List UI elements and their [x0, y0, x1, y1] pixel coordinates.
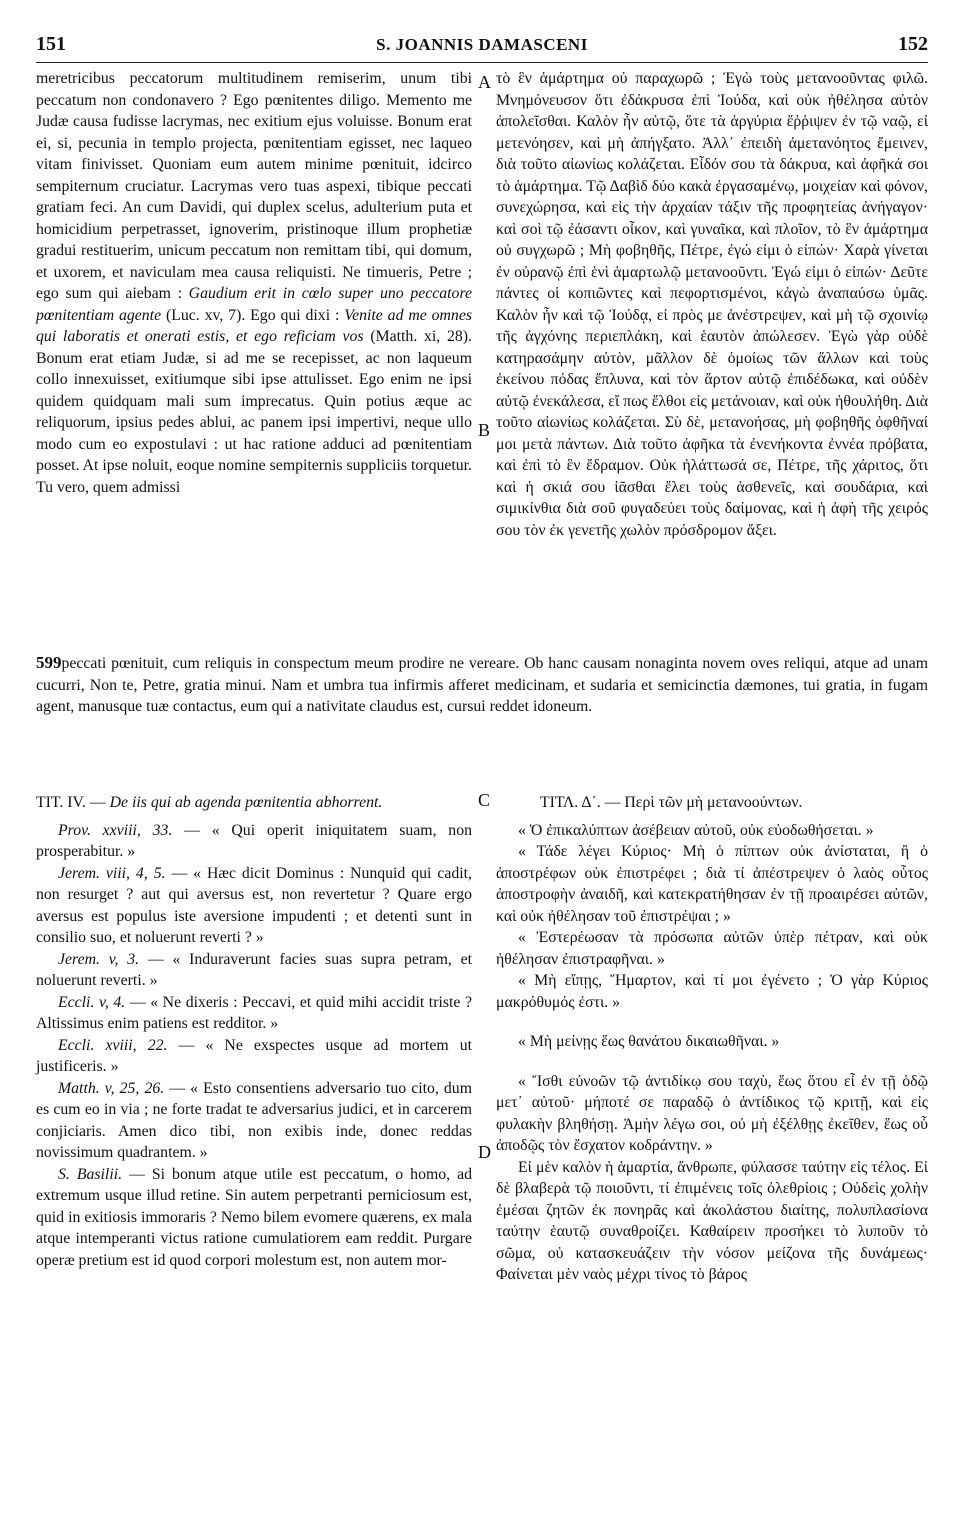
latin-item-ref: Eccli. xviii, 22.	[58, 1036, 168, 1054]
greek-item: « Ὁ ἐπικαλύπτων ἀσέβειαν αὐτοῦ, οὐκ εὐοδωθήσεται. »	[518, 821, 874, 839]
column-number: 599	[36, 653, 62, 672]
margin-letter-a: A	[478, 72, 491, 92]
latin-item-text: — « Qui operit iniquitatem suam, non prosperabitur. »	[36, 821, 472, 860]
latin-item-text: — « Induraverunt facies suas supra petram, et noluerunt reverti. »	[36, 950, 472, 989]
latin-item	[36, 1164, 472, 1272]
greek-item: « Μὴ εἴπῃς, Ἥμαρτον, καὶ τί μοι ἐγένετο ; Ὁ γὰρ Κύριος μακρόθυμός ἐστι. »	[496, 972, 928, 1011]
greek-paragraph: τὸ ἓν ἁμάρτημα οὐ παραχωρῶ ; Ἐγὼ τοὺς μετανοοῦντας φιλῶ. Μνημόνευσον ὅτι ἐδάκρυσα ἐπὶ Ἰούδα, καὶ οὐκ ἠθέλησα αὐτὸν ἀπολεῖσθαι. Καλὸν ἦν αὐτῷ, ὅτε τὰ ἀργύρια ἔῤῥιψεν ἐν τῷ ναῷ, εἰ μετενόησεν, καὶ μὴ ἀπήγξατο. Ἀλλ᾽ ἐπειδὴ ἀμετανόητος ἔμεινεν, διὰ τοῦτο αἰωνίως κολάζεται. Εἶδόν σου τὰ δάκρυα, καὶ ἀφῆκά σοι τὸ ἁμάρτημα. Τῷ Δαβὶδ δύο κακὰ ἐργασαμένῳ, μοιχείαν καὶ φόνον, συνεχώρησα, καὶ εἰς τὴν ἀρχαίαν τάξιν τῆς προφητείας ἀνήγαγον· καὶ σοὶ τῷ ἐάσαντι οἶκον, καὶ γυναῖκα, καὶ πλοῖον, τὸ ἓν ἁμάρτημα οὐ συγχωρῶ ; Μὴ φοβηθῆς, Πέτρε, ἐγώ εἰμι ὁ εἰπών· Χαρὰ γίνεται ἐν οὐρανῷ ἐπὶ ἑνὶ ἁμαρτωλῷ μετανοοῦντι. Ἐγώ εἰμι ὁ εἰπών· Δεῦτε πάντες οἱ κοπιῶντες καὶ πεφορτισμένοι, κἀγὼ ἀναπαύσω ὑμᾶς. Καλὸν ἦν καὶ τῷ Ἰούδᾳ, εἰ πρὸς με ἀνέστρεψεν, καὶ μὴ τῷ σχοινίῳ τῆς ἀγχόνης περιεπλάκη, καὶ ἑαυτὸν ἀπώλεσεν. Ἐγὼ γὰρ οὐδὲ κατηρασάμην αὐτὸν, μᾶλλον δὲ ὁμοίως τῶν ἄλλων καὶ τοὺς ἐκείνου πόδας ἔπλυνα, καὶ τὸν ἄρτον αὐτῷ ἐπιδέδωκα, καὶ οὐδὲν αὐτῷ ἐνεκάλεσα, εἴ πως ἔλθοι εἰς μετάνοιαν, καὶ οὐκ ἠθουλήθη. Διὰ τοῦτο αἰωνίως κολάζεται. Σὺ δὲ, μετανοήσας, μὴ φοβηθῆς ὀφθῆναί μοι μετὰ πάντων. Διὰ τοῦτο ἀφῆκα τὰ ἐνενήκοντα ἐννέα πρόβατα, καὶ ἐπὶ τὸ ἓν ἔδραμον. Οὐκ ἠλάττωσά σε, Πέτρε, τῆς χάριτος, ὅτι καὶ ἡ σκιά σου ἰᾶσθαι ἔλει τοὺς ἀσθενεῖς, καὶ σουδάρια, καὶ σιμικίνθια διὰ σοῦ φυγαδεύει τοὺς δαίμονας, καὶ ἡ ἀφὴ τῆς χειρός σου τὸν ἐκ γενετῆς χωλὸν πρόσδρομον ἄξει.	[496, 70, 928, 539]
greek-column-upper	[496, 68, 928, 541]
latin-item	[36, 992, 472, 1035]
latin-item	[36, 820, 472, 863]
latin-item-ref: Jerem. v, 3.	[58, 950, 140, 968]
latin-item-ref: Matth. v, 25, 26.	[58, 1079, 165, 1097]
latin-continuation-text	[36, 652, 928, 718]
latin-item	[36, 863, 472, 949]
latin-text: meretricibus peccatorum multitudinem remiserim, unum tibi peccatum non condonavero ? Ego pœnitentes diligo. Memento me Judæ causa fudisse lacrymas, nec exitium ejus voluisse. Bonum erat ei, si, pecunia in templo projecta, pœnitentiam egisset, nec laqueo vitam finivisset. Quoniam eum autem minime pœnituit, idcirco sempiternum cruciatur. Lacrymas vero tuas aspexi, tibique peccati gratiam feci. An cum Davidi, qui duplex scelus, adulterium puta et homicidium perpetrasset, ignoverim, pristinoque illum prophetiæ gradui restituerim, unicum peccatum non remittam tibi, qui domum, et uxorem, et naviculam mea causa reliquisti. Ne timueris, Petre ; ego sum qui aiebam :	[36, 70, 472, 302]
greek-item: « Ἴσθι εὐνοῶν τῷ ἀντιδίκῳ σου ταχὺ, ἕως ὅτου εἶ ἐν τῇ ὁδῷ μετ᾽ αὐτοῦ· μήποτέ σε παραδῷ ὁ ἀντίδικος τῷ κριτῇ, καὶ εἰς φυλακὴν βληθήσῃ. Ἀμὴν λέγω σοι, οὐ μὴ ἐξέλθῃς ἐκεῖθεν, ἕως οὗ ἀποδῷς τὸν ἔσχατον κοδράντην. »	[496, 1072, 928, 1154]
latin-item-text: — « Ne dixeris : Peccavi, et quid mihi accidit triste ? Altissimus enim patiens est redditor. »	[36, 993, 472, 1032]
margin-letter-b: B	[478, 420, 491, 440]
greek-item: « Ἐστερέωσαν τὰ πρόσωπα αὐτῶν ὑπὲρ πέτραν, καὶ οὐκ ἠθέλησαν ἐπιστραφῆναι. »	[496, 929, 928, 968]
page-header	[36, 33, 928, 59]
latin-end: peccati pœnituit, cum reliquis in conspectum meum prodire ne vereare. Ob hanc causam nonaginta novem oves reliqui, atque ad unam cucurri, Non te, Petre, gratia minui. Nam et umbra tua infirmis afferet medicinam, et sudaria et semicinctia dæmones, tui gratia, in fugam agent, manusque tuæ contactus, eum qui a nativitate claudus est, cursui reddet idoneum.	[36, 655, 928, 715]
greek-item: Εἰ μὲν καλὸν ἡ ἁμαρτία, ἄνθρωπε, φύλασσε ταύτην εἰς τέλος. Εἰ δὲ βλαβερὰ τῷ ποιοῦντι, τί ἐπιμένεις τοῖς ὀλεθρίοις ; Οὐδεὶς χολὴν ἐμέσαι ζητῶν ἐκ πονηρᾶς καὶ ἀκολάστου διαίτης, πολυπλασίονα ταύτην ἑαυτῷ συναθροίζει. Καθαίρειν προσήκει τὸ λυποῦν τὸ σῶμα, οὐ κατασκευάζειν τὴν νόσον μείζονα τῆς δυνάμεως· Φαίνεται μὲν ναὸς μέχρι τίνος τὸ βάρος	[496, 1158, 928, 1283]
latin-quote-2: Venite ad me omnes qui laboratis et onerati estis, et ego reficiam vos	[36, 306, 472, 345]
latin-item-text: — « Hæc dicit Dominus : Nunquid qui cadit, non resurget ? aut qui aversus est, non revertetur ? Quare ergo aversus est populus iste aversione impudenti ; et detenti sunt in consilio suo, et noluerunt reverti ? »	[36, 864, 473, 946]
section-title-latin	[36, 792, 472, 814]
greek-section-titl-d	[496, 792, 928, 1286]
latin-column-upper	[36, 68, 472, 498]
latin-item-ref: S. Basilii.	[58, 1165, 123, 1183]
margin-letter-d: D	[478, 1142, 491, 1162]
page-number-left: 151	[36, 33, 66, 55]
latin-item-ref: Prov. xxviii, 33.	[58, 821, 173, 839]
running-head: S. JOANNIS DAMASCENI	[376, 35, 588, 54]
section-title-latin-text: De iis qui ab agenda pœnitentia abhorrent.	[109, 794, 383, 811]
latin-section-tit-iv	[36, 792, 472, 1271]
margin-letter-c: C	[478, 790, 491, 810]
latin-quote-1: Gaudium erit in cœlo super uno peccatore pœnitentiam agente	[36, 285, 473, 324]
latin-paragraph	[36, 68, 472, 498]
latin-item-text: — « Ne exspectes usque ad mortem ut justificeris. »	[36, 1036, 472, 1075]
latin-ref-1: (Luc. xv, 7). Ego qui dixi :	[165, 306, 340, 324]
section-title-latin-num: TIT. IV. —	[36, 794, 106, 811]
latin-item	[36, 1035, 472, 1078]
latin-item-ref: Jerem. viii, 4, 5.	[58, 864, 166, 882]
latin-item-text: — Si bonum atque utile est peccatum, o homo, ad extremum usque illud retine. Sin autem perpetranti perniciosum est, quid in exitiosis immoraris ? Nemo bilem evomere quærens, ex mala atque intemperanti victus ratione cumulatiorem eam reddit. Purgare operæ pretium est id quod corpori molestum est, non autem mor-	[36, 1165, 473, 1269]
latin-item-ref: Eccli. v, 4.	[58, 993, 126, 1011]
greek-item: « Τάδε λέγει Κύριος· Μὴ ὁ πίπτων οὐκ ἀνίσταται, ἢ ὁ ἀποστρέφων οὐκ ἐπιστρέφει ; διὰ τί ἀπέστρεψεν ὁ λαὸς οὗτος ἀποστροφὴν ἀναιδῆ, καὶ κατεκρατήθησαν ἐν τῇ προαιρέσει αὐτῶν, καὶ οὐκ ἠθέλησαν τοῦ ἐπιστρέψαι ; »	[496, 843, 928, 925]
greek-item: « Μὴ μείνῃς ἕως θανάτου δικαιωθῆναι. »	[518, 1033, 780, 1050]
header-rule	[36, 62, 928, 63]
latin-continuation	[36, 652, 928, 718]
section-title-greek: ΤΙΤΛ. Δ΄. — Περὶ τῶν μὴ μετανοούντων.	[540, 794, 803, 811]
page-number-right: 152	[898, 33, 928, 55]
latin-item	[36, 1078, 472, 1164]
latin-item-text: — « Esto consentiens adversario tuo cito, dum es cum eo in via ; ne forte tradat te adversarius judici, et in carcerem conjiciaris. Amen dico tibi, non exibis inde, donec reddas novissimum quadrantem. »	[36, 1079, 472, 1161]
latin-item	[36, 949, 472, 992]
latin-rest: (Matth. xi, 28). Bonum erat etiam Judæ, si ad me se recepisset, ac non laqueum collo innexuisset, exitiumque sibi ipse attulisset. Ego enim ne ipsi quidem quidquam mali sum imprecatus. Quin potius æque ac reliquorum, ipsius pedes ablui, ac panem ipsi impertivi, neque ullo modo cum eo expostulavi : ut hac ratione adduci ad pœnitentiam posset. At ipse noluit, eoque nomine sempiternis suppliciis torquetur. Tu vero, quem admissi	[36, 328, 472, 496]
